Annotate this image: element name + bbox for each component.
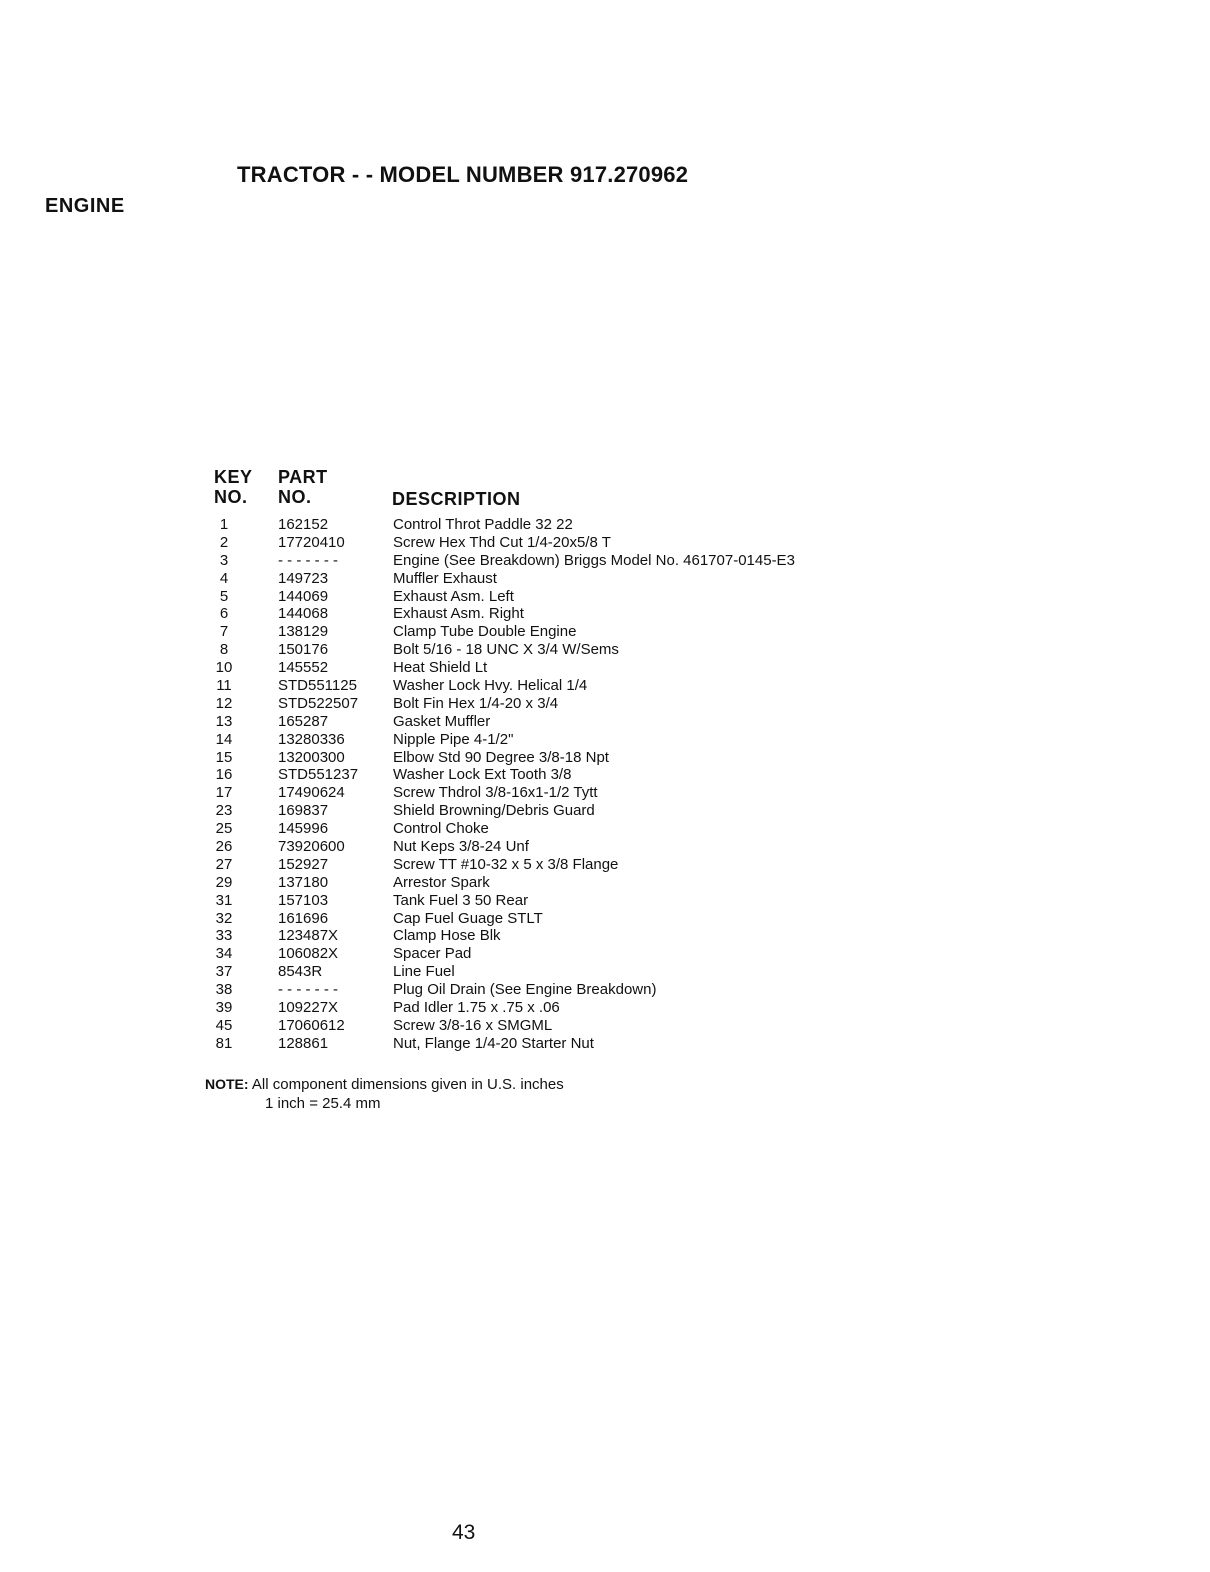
table-row: [205, 802, 905, 820]
key-number: 12: [215, 694, 233, 712]
table-row: [205, 856, 905, 874]
key-number: 10: [215, 659, 233, 677]
table-row: [205, 731, 905, 749]
part-number: 13200300: [278, 748, 345, 766]
table-row: [205, 945, 905, 963]
part-number: 157103: [278, 891, 329, 909]
part-number: 161696: [278, 909, 329, 927]
part-number: STD551237: [278, 766, 359, 784]
table-row: [205, 677, 905, 695]
key-number: 7: [219, 623, 229, 641]
part-number: 144069: [278, 587, 329, 605]
description-column-header: DESCRIPTION: [392, 489, 521, 509]
part-description: Screw Thdrol 3/8-16x1-1/2 Tytt: [393, 784, 598, 802]
part-description: Exhaust Asm. Left: [393, 587, 514, 605]
part-description: Shield Browning/Debris Guard: [393, 802, 595, 820]
key-column-header: [214, 467, 253, 507]
part-number: 169837: [278, 802, 329, 820]
key-number: 37: [215, 963, 233, 981]
part-number: 123487X: [278, 927, 339, 945]
key-number: 5: [219, 587, 229, 605]
table-row: [205, 552, 905, 570]
key-number: 81: [215, 1034, 233, 1052]
table-row: [205, 695, 905, 713]
part-number: 17720410: [278, 533, 345, 551]
part-number: 106082X: [278, 945, 339, 963]
table-row: [205, 570, 905, 588]
part-number: 73920600: [278, 838, 345, 856]
table-row: [205, 516, 905, 534]
key-number: 34: [215, 945, 233, 963]
part-number: 109227X: [278, 999, 339, 1017]
part-number: 17490624: [278, 784, 345, 802]
part-description: Bolt Fin Hex 1/4-20 x 3/4: [393, 694, 559, 712]
key-header-line1: KEY: [214, 467, 253, 487]
table-row: [205, 1017, 905, 1035]
page-title: TRACTOR - - MODEL NUMBER 917.270962: [237, 162, 689, 187]
table-row: [205, 1035, 905, 1053]
part-description: Nipple Pipe 4-1/2": [393, 730, 514, 748]
part-number: 137180: [278, 873, 329, 891]
part-description: Clamp Tube Double Engine: [393, 623, 577, 641]
table-row: [205, 641, 905, 659]
key-number: 25: [215, 820, 233, 838]
table-row: [205, 534, 905, 552]
key-number: 8: [219, 641, 229, 659]
part-number: 150176: [278, 641, 329, 659]
part-description: Bolt 5/16 - 18 UNC X 3/4 W/Sems: [393, 641, 619, 659]
table-row: [205, 838, 905, 856]
part-description: Muffler Exhaust: [393, 569, 497, 587]
part-description: Clamp Hose Blk: [393, 927, 501, 945]
note-line1: All component dimensions given in U.S. inches: [251, 1076, 564, 1093]
part-description: Nut Keps 3/8-24 Unf: [393, 838, 529, 856]
table-row: [205, 874, 905, 892]
part-description: Screw Hex Thd Cut 1/4-20x5/8 T: [393, 533, 611, 551]
part-number: 162152: [278, 516, 329, 533]
key-number: 27: [215, 855, 233, 873]
key-number: 14: [215, 730, 233, 748]
part-description: Control Choke: [393, 820, 489, 838]
table-row: [205, 659, 905, 677]
part-description: Cap Fuel Guage STLT: [393, 909, 543, 927]
note-label: NOTE:: [205, 1076, 249, 1092]
part-description: Nut, Flange 1/4-20 Starter Nut: [393, 1034, 594, 1052]
part-description: Spacer Pad: [393, 945, 472, 963]
key-number: 16: [215, 766, 233, 784]
key-header-line2: NO.: [214, 487, 248, 507]
key-number: 32: [215, 909, 233, 927]
part-number: - - - - - - -: [278, 551, 338, 569]
table-row: [205, 766, 905, 784]
key-number: 38: [215, 981, 233, 999]
part-description: Engine (See Breakdown) Briggs Model No. 461707-0145-E3: [393, 551, 795, 569]
note-line2: 1 inch = 25.4 mm: [265, 1095, 381, 1112]
part-description: Control Throt Paddle 32 22: [393, 516, 573, 533]
part-number: 144068: [278, 605, 329, 623]
part-description: Gasket Muffler: [393, 712, 491, 730]
table-row: [205, 981, 905, 999]
key-number: 13: [215, 712, 233, 730]
key-number: 45: [215, 1016, 233, 1034]
note: [205, 1074, 564, 1095]
table-row: [205, 588, 905, 606]
table-row: [205, 892, 905, 910]
part-number: 149723: [278, 569, 329, 587]
part-column-header: [278, 467, 328, 507]
parts-list: [205, 516, 905, 1053]
table-row: [205, 749, 905, 767]
key-number: 39: [215, 999, 233, 1017]
part-number: 128861: [278, 1034, 329, 1052]
key-number: 23: [215, 802, 233, 820]
page-number: 43: [452, 1521, 476, 1544]
part-description: Washer Lock Ext Tooth 3/8: [393, 766, 572, 784]
key-number: 33: [215, 927, 233, 945]
part-description: Elbow Std 90 Degree 3/8-18 Npt: [393, 748, 609, 766]
part-description: Exhaust Asm. Right: [393, 605, 524, 623]
part-number: STD522507: [278, 694, 359, 712]
part-description: Heat Shield Lt: [393, 659, 488, 677]
table-row: [205, 910, 905, 928]
part-number: 152927: [278, 855, 329, 873]
part-number: 165287: [278, 712, 329, 730]
part-number: 145552: [278, 659, 329, 677]
part-number: 13280336: [278, 730, 345, 748]
part-description: Tank Fuel 3 50 Rear: [393, 891, 529, 909]
key-number: 3: [219, 551, 229, 569]
part-description: Plug Oil Drain (See Engine Breakdown): [393, 981, 657, 999]
part-description: Line Fuel: [393, 963, 455, 981]
section-title: ENGINE: [45, 195, 125, 217]
part-description: Screw TT #10-32 x 5 x 3/8 Flange: [393, 855, 619, 873]
table-row: [205, 820, 905, 838]
part-number: 138129: [278, 623, 329, 641]
table-row: [205, 999, 905, 1017]
table-row: [205, 623, 905, 641]
part-description: Arrestor Spark: [393, 873, 490, 891]
part-number: 145996: [278, 820, 329, 838]
part-description: Screw 3/8-16 x SMGML: [393, 1016, 553, 1034]
part-header-line1: PART: [278, 467, 328, 487]
table-row: [205, 784, 905, 802]
table-row: [205, 605, 905, 623]
key-number: 17: [215, 784, 233, 802]
key-number: 4: [219, 569, 229, 587]
part-number: 17060612: [278, 1016, 345, 1034]
table-row: [205, 963, 905, 981]
part-number: 8543R: [278, 963, 323, 981]
key-number: 1: [219, 516, 229, 533]
key-number: 29: [215, 873, 233, 891]
key-number: 31: [215, 891, 233, 909]
part-header-line2: NO.: [278, 487, 312, 507]
table-row: [205, 713, 905, 731]
key-number: 2: [219, 533, 229, 551]
table-row: [205, 927, 905, 945]
key-number: 15: [215, 748, 233, 766]
key-number: 11: [216, 677, 232, 695]
part-number: - - - - - - -: [278, 981, 338, 999]
part-number: STD551125: [278, 677, 357, 695]
key-number: 26: [215, 838, 233, 856]
part-description: Washer Lock Hvy. Helical 1/4: [393, 677, 588, 695]
key-number: 6: [219, 605, 229, 623]
part-description: Pad Idler 1.75 x .75 x .06: [393, 999, 560, 1017]
